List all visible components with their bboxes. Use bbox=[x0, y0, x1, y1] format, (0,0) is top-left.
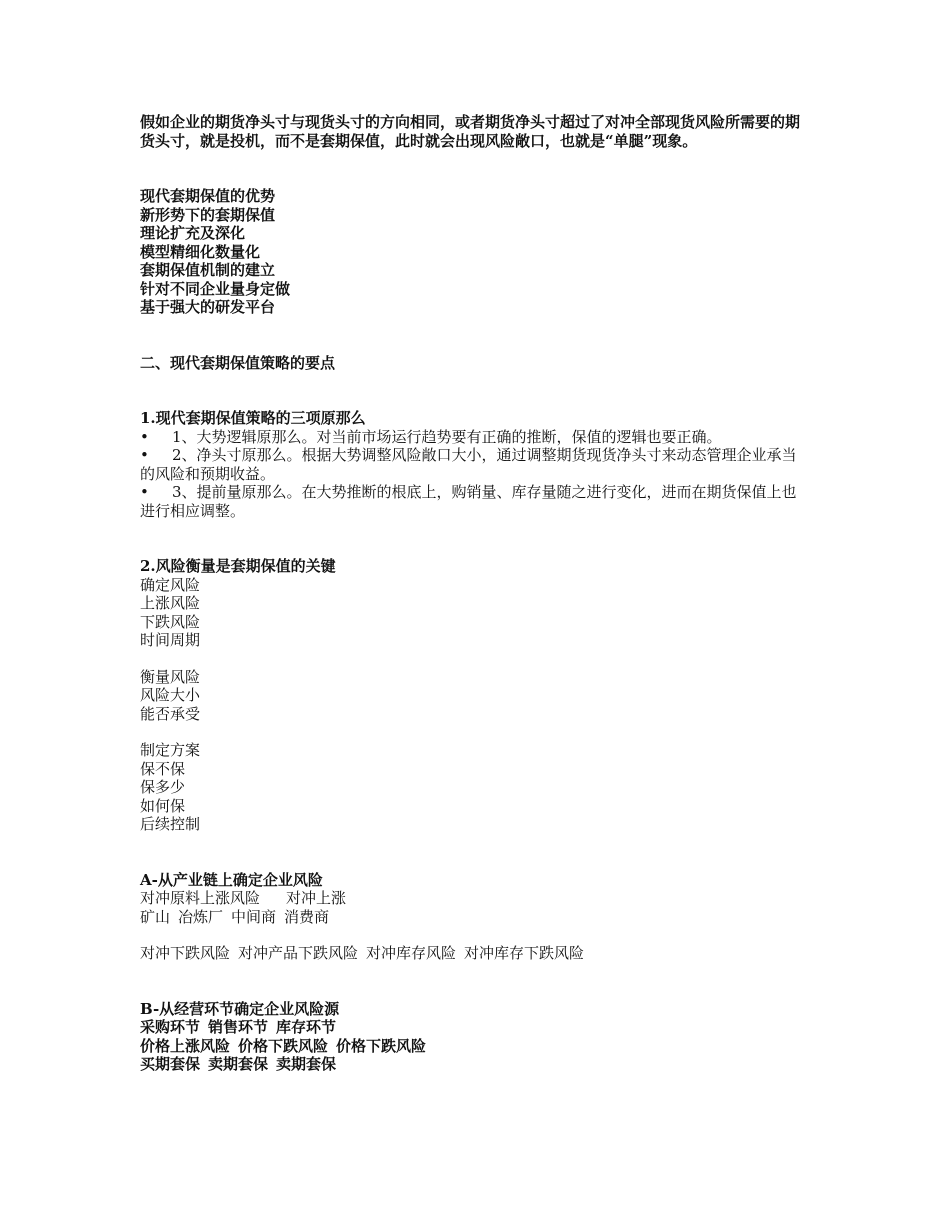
advantage-item: 套期保值机制的建立 bbox=[140, 261, 276, 279]
advantage-item: 新形势下的套期保值 bbox=[140, 205, 276, 224]
bullet-glyph: • bbox=[140, 446, 149, 464]
risk-item: 如何保 bbox=[140, 796, 186, 815]
principles-heading: 1.现代套期保值策略的三项原那么 bbox=[140, 409, 366, 427]
advantage-item: 基于强大的研发平台 bbox=[140, 298, 276, 316]
section-b-row bbox=[140, 1055, 810, 1074]
intro-paragraph: 假如企业的期货净头寸与现货头寸的方向相同，或者期货净头寸超过了对冲全部现货风险所需要的期货头寸，就是投机，而不是套期保值，此时就会出现风险敞口，也就是“单腿”现象。 bbox=[140, 113, 801, 150]
hedge-type-label: 买期套保 bbox=[140, 1055, 201, 1073]
risk-item: 上涨风险 bbox=[140, 594, 201, 612]
hedge-label: 对冲原料上涨风险 bbox=[140, 889, 261, 907]
risk-item: 能否承受 bbox=[140, 704, 201, 723]
risk-item: 时间周期 bbox=[140, 631, 201, 649]
stage-label: 库存环节 bbox=[276, 1018, 337, 1036]
document-page bbox=[140, 113, 810, 1074]
section-b-heading: B-从经营环节确定企业风险源 bbox=[140, 999, 340, 1018]
section-a-heading: A-从产业链上确定企业风险 bbox=[140, 870, 323, 889]
hedge-label: 对冲库存下跌风险 bbox=[464, 944, 585, 962]
stage-label: 销售环节 bbox=[208, 1018, 269, 1036]
stage-label: 采购环节 bbox=[140, 1018, 201, 1036]
principle-item bbox=[140, 446, 810, 483]
risk-label: 价格下跌风险 bbox=[238, 1036, 329, 1055]
advantage-item: 模型精细化数量化 bbox=[140, 242, 261, 261]
section-a-row bbox=[140, 889, 810, 908]
risk-label: 价格上涨风险 bbox=[140, 1036, 231, 1055]
advantage-item: 针对不同企业量身定做 bbox=[140, 279, 291, 298]
section-2-heading: 二、现代套期保值策略的要点 bbox=[140, 353, 336, 372]
risk-item: 确定风险 bbox=[140, 575, 201, 594]
chain-label: 冶炼厂 bbox=[178, 907, 224, 926]
risk-group-2 bbox=[140, 668, 810, 724]
chain-label: 消费商 bbox=[284, 907, 330, 926]
advantage-item: 现代套期保值的优势 bbox=[140, 187, 276, 205]
hedge-type-label: 卖期套保 bbox=[276, 1055, 337, 1073]
risk-group-3 bbox=[140, 741, 810, 834]
risk-heading: 2.风险衡量是套期保值的关键 bbox=[140, 557, 336, 575]
risk-item: 保不保 bbox=[140, 759, 186, 778]
risk-item: 制定方案 bbox=[140, 741, 201, 759]
principle-text: 2、净头寸原那么。根据大势调整风险敞口大小，通过调整期货现货净头寸来动态管理企业承当的风险和预期收益。 bbox=[140, 446, 797, 483]
principle-text: 3、提前量原那么。在大势推断的根底上，购销量、库存量随之进行变化，进而在期货保值上也进行相应调整。 bbox=[140, 483, 797, 520]
principle-item bbox=[140, 483, 810, 520]
risk-item: 后续控制 bbox=[140, 815, 201, 833]
risk-item: 风险大小 bbox=[140, 686, 201, 704]
advantages-list bbox=[140, 187, 810, 317]
principle-item bbox=[140, 428, 810, 447]
bullet-glyph: • bbox=[140, 427, 149, 446]
principles-list bbox=[140, 428, 810, 521]
hedge-label: 对冲上涨 bbox=[286, 889, 347, 907]
risk-item: 保多少 bbox=[140, 778, 186, 796]
risk-label: 价格下跌风险 bbox=[336, 1036, 427, 1055]
hedge-type-label: 卖期套保 bbox=[208, 1055, 269, 1073]
risk-item: 衡量风险 bbox=[140, 667, 201, 686]
bullet-glyph: • bbox=[140, 483, 149, 501]
risk-item: 下跌风险 bbox=[140, 612, 201, 631]
hedge-label: 对冲库存风险 bbox=[366, 944, 457, 962]
principle-text: 1、大势逻辑原那么。对当前市场运行趋势要有正确的推断，保值的逻辑也要正确。 bbox=[172, 427, 722, 446]
section-a-row bbox=[140, 908, 810, 927]
section-b-row bbox=[140, 1037, 810, 1056]
section-b-row bbox=[140, 1018, 810, 1037]
risk-group-1 bbox=[140, 576, 810, 650]
hedge-label: 对冲下跌风险 bbox=[140, 944, 231, 962]
chain-label: 矿山 bbox=[140, 907, 171, 926]
section-a-row bbox=[140, 944, 810, 963]
advantage-item: 理论扩充及深化 bbox=[140, 224, 246, 242]
hedge-label: 对冲产品下跌风险 bbox=[238, 944, 359, 962]
chain-label: 中间商 bbox=[231, 907, 277, 926]
